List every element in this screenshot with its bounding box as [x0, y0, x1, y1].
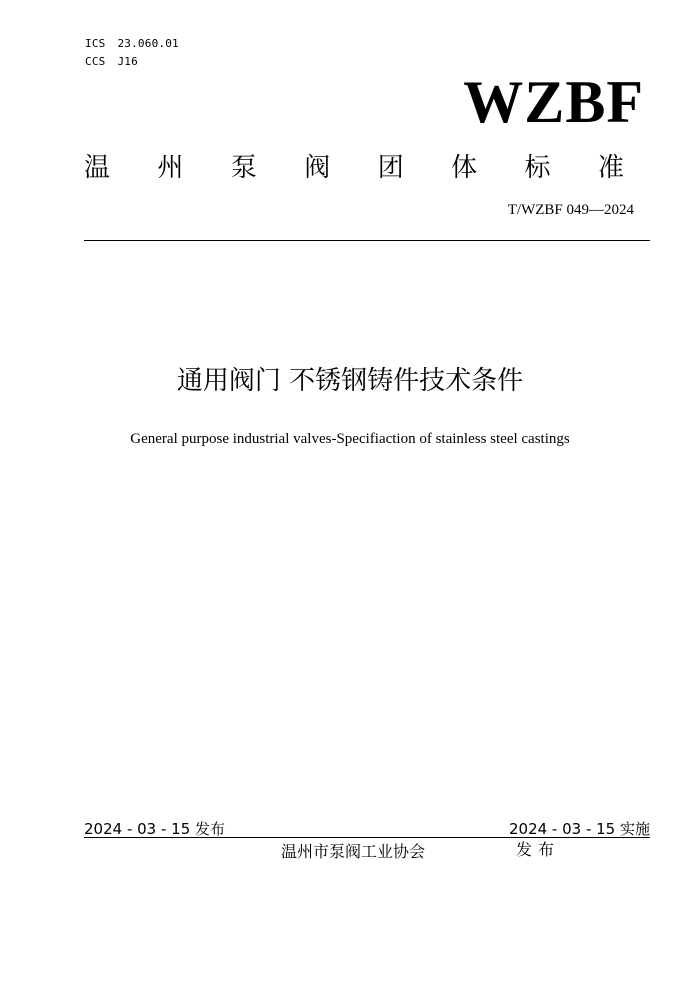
issuing-organization: 温州市泵阀工业协会: [281, 842, 426, 861]
standard-type-char: 体: [451, 153, 478, 183]
implement-date: 2024 - 03 - 15 实施: [508, 820, 650, 838]
classification-codes: [85, 35, 179, 71]
standard-type-char: 团: [377, 153, 404, 183]
header-divider: [84, 240, 650, 241]
ics-row: [85, 35, 179, 53]
ccs-code: J16: [117, 55, 138, 68]
publish-date: 2024 - 03 - 15 发布: [84, 820, 226, 838]
ccs-row: [85, 53, 179, 71]
document-title-zh: 通用阀门 不锈钢铸件技术条件: [176, 366, 524, 396]
issue-mark: 发布: [516, 840, 561, 859]
standard-type-char: 泵: [230, 153, 257, 183]
standard-type-char: 标: [524, 153, 551, 183]
footer-divider: [84, 837, 650, 838]
ics-code: 23.060.01: [117, 37, 179, 50]
standard-type-char: 温: [84, 153, 111, 183]
standard-type-char: 阀: [304, 153, 331, 183]
standard-number: T/WZBF 049—2024: [507, 202, 634, 218]
standard-type-char: 准: [597, 153, 624, 183]
ics-label: ICS: [85, 37, 106, 50]
document-title-en: General purpose industrial valves-Specifiaction of stainless steel castings: [130, 431, 570, 447]
wzbf-logo: WZBF: [463, 69, 644, 135]
standard-type-char: 州: [157, 153, 184, 183]
ccs-label: CCS: [85, 55, 106, 68]
standard-type-title: [84, 150, 624, 186]
